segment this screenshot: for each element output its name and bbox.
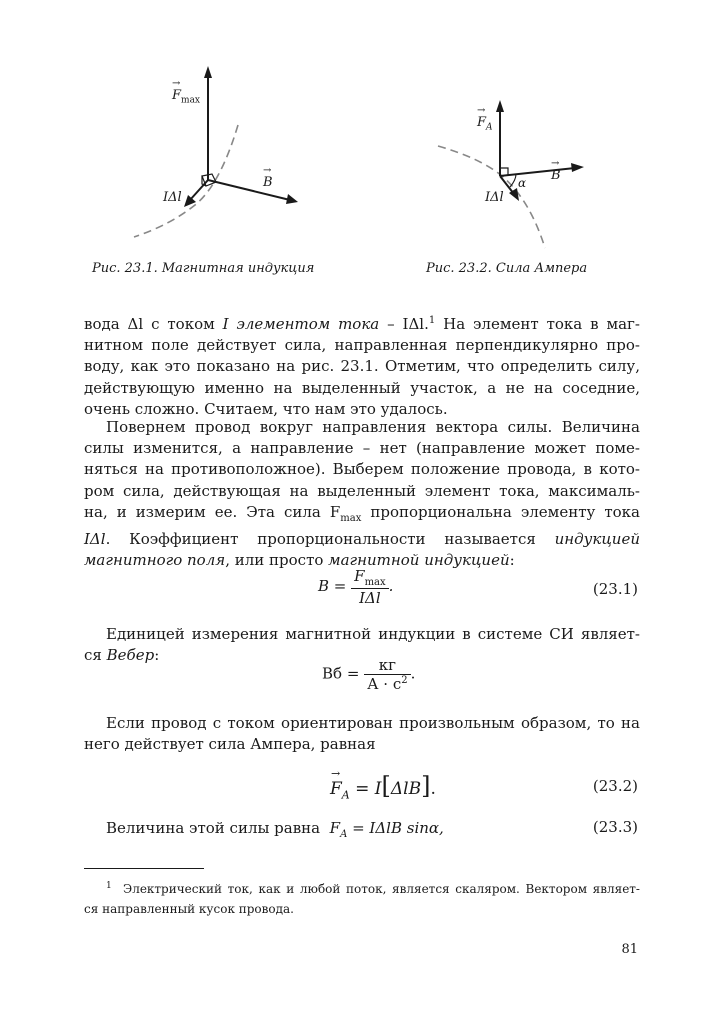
- unit-den-sup: 2: [401, 675, 408, 686]
- para2-line1: Повернем провод вокруг направления вектора силы. Величина: [106, 418, 640, 436]
- fig1-f-sub: max: [181, 95, 201, 106]
- para2-l6b: . Коэффициент пропорциональности называется: [105, 530, 555, 549]
- para2-l7b: , или просто: [225, 551, 329, 570]
- equation-23-1: [318, 567, 393, 607]
- para4-line1: Если провод с током ориентирован произвольным образом, то на: [106, 714, 640, 732]
- para2-line3: няться на противоположное). Выберем положение провода, в кото-: [84, 460, 640, 479]
- para1-line4: действующую именно на выделенный участок, а не на соседние,: [84, 378, 640, 397]
- fig2-f-sub: A: [486, 122, 493, 133]
- para2-l7a: магнитного поля: [84, 551, 226, 570]
- para1-line2: нитном поле действует сила, направленная перпендикулярно про-: [84, 336, 640, 355]
- footnote: [84, 876, 640, 919]
- para2-line2: силы изменится, а направление – нет (направление может поме-: [84, 439, 640, 458]
- para1-line1: [84, 310, 640, 335]
- eq1-number: (23.1): [592, 580, 638, 598]
- eq2-lhs-wrap: → F: [330, 767, 342, 799]
- eq1-fraction: [351, 567, 389, 607]
- para1-l1d: На элемент тока в маг-: [435, 315, 640, 333]
- paragraph-5: [84, 818, 640, 845]
- para2-l5a: на, и измерим ее. Эта сила F: [84, 502, 341, 521]
- para2-l5b: пропорциональна элементу тока: [361, 502, 640, 521]
- eq3-formula-sub: A: [340, 829, 348, 840]
- fig1-b: B: [263, 175, 273, 190]
- para2-l7c: магнитной индукцией: [328, 551, 510, 570]
- para2-line6: [84, 529, 640, 550]
- eq2-lhs-sub: A: [341, 788, 350, 802]
- unit-tail: .: [410, 664, 416, 683]
- para2-l5-sub: max: [340, 512, 362, 524]
- paragraph-2: [84, 417, 640, 571]
- eq3-text: Величина этой силы равна: [106, 819, 321, 837]
- figure-23-1: [120, 60, 350, 250]
- para3-line1: Единицей измерения магнитной индукции в системе СИ являет-: [106, 625, 640, 643]
- wire-dashed: [134, 125, 238, 237]
- equation-23-2: → $F_A = I[\Delta lB]$.: [330, 767, 436, 802]
- eq1-den: IΔl: [359, 589, 381, 607]
- eq2-open-bracket: [: [381, 772, 391, 800]
- para2-line4: ром сила, действующая на выделенный элемент тока, максималь-: [84, 481, 640, 500]
- eq1-num: [351, 567, 389, 589]
- footnote-mark: 1: [106, 881, 112, 891]
- eq1-lhs: B =: [318, 577, 347, 595]
- unit-num: кг: [364, 656, 410, 675]
- para3-l2c: :: [154, 646, 160, 665]
- footnote-ref: 1: [428, 315, 436, 326]
- eq1-tail: .: [388, 577, 394, 595]
- fig1-b-label: → B: [263, 165, 273, 190]
- paragraph-4: [84, 713, 640, 755]
- footnote-line1: [84, 876, 640, 899]
- unit-fraction: [364, 656, 410, 693]
- footnote-rule: [84, 868, 204, 869]
- eq2-close-bracket: ]: [421, 772, 431, 800]
- fig1-il-label: IΔl: [163, 190, 182, 205]
- para2-l7d: :: [509, 551, 515, 570]
- eq2-mid: = I: [349, 779, 382, 799]
- eq3-line: [84, 818, 640, 845]
- para2-line5: [84, 502, 640, 529]
- para1-l1c: – IΔl.: [379, 315, 429, 333]
- unit-den: [364, 675, 410, 693]
- para3-l2b: Вебер: [106, 646, 155, 665]
- fig2-f-label: → $F_A$: [477, 105, 493, 133]
- eq3-formula-rest: = IΔlB sinα,: [347, 819, 444, 837]
- fig1-f: F: [172, 88, 182, 103]
- fig2-il-label: IΔl: [485, 190, 504, 205]
- fig1-f-label: → $F_{max}$: [172, 78, 201, 106]
- eq2-lhs: F: [330, 779, 342, 799]
- unit-den-text: А · с: [367, 675, 402, 693]
- para4-line2: него действует сила Ампера, равная: [84, 735, 376, 754]
- fig2-alpha-label: α: [518, 176, 527, 190]
- eq3-number: (23.3): [592, 818, 638, 836]
- footnote-l1: Электрический ток, как и любой поток, является скаляром. Вектором являет-: [123, 882, 640, 896]
- para1-line3: воду, как это показано на рис. 23.1. Отметим, что определить силу,: [84, 357, 640, 376]
- eq2-bracket-content: ΔlB: [390, 779, 422, 799]
- eq3-formula: F: [329, 819, 341, 837]
- unit-equation: [322, 656, 415, 693]
- eq1-num-sub: max: [364, 577, 386, 588]
- figure-23-2: [430, 88, 590, 258]
- eq2-number: (23.2): [592, 777, 638, 795]
- fig2-caption: Рис. 23.2. Сила Ампера: [426, 261, 588, 276]
- footnote-line2: ся направленный кусок провода.: [84, 902, 294, 916]
- fig1-caption: Рис. 23.1. Магнитная индукция: [92, 261, 315, 276]
- para3-l2a: ся: [84, 646, 107, 665]
- fig2-b-label: → B: [551, 158, 561, 183]
- eq1-num-f: F: [354, 567, 365, 585]
- para1-line5: очень сложно. Считаем, что нам это удалось.: [84, 399, 448, 418]
- page-number: 81: [621, 942, 638, 957]
- fig2-b: B: [551, 168, 561, 183]
- para1-l1b: I элементом тока: [222, 315, 380, 333]
- unit-lhs: Вб =: [322, 664, 360, 683]
- para2-l6c: индукцией: [554, 530, 640, 549]
- fig2-f: F: [477, 115, 487, 130]
- paragraph-1: [84, 310, 640, 420]
- para2-l6a: IΔl: [84, 530, 106, 549]
- para1-l1a: вода Δl с током: [84, 315, 223, 333]
